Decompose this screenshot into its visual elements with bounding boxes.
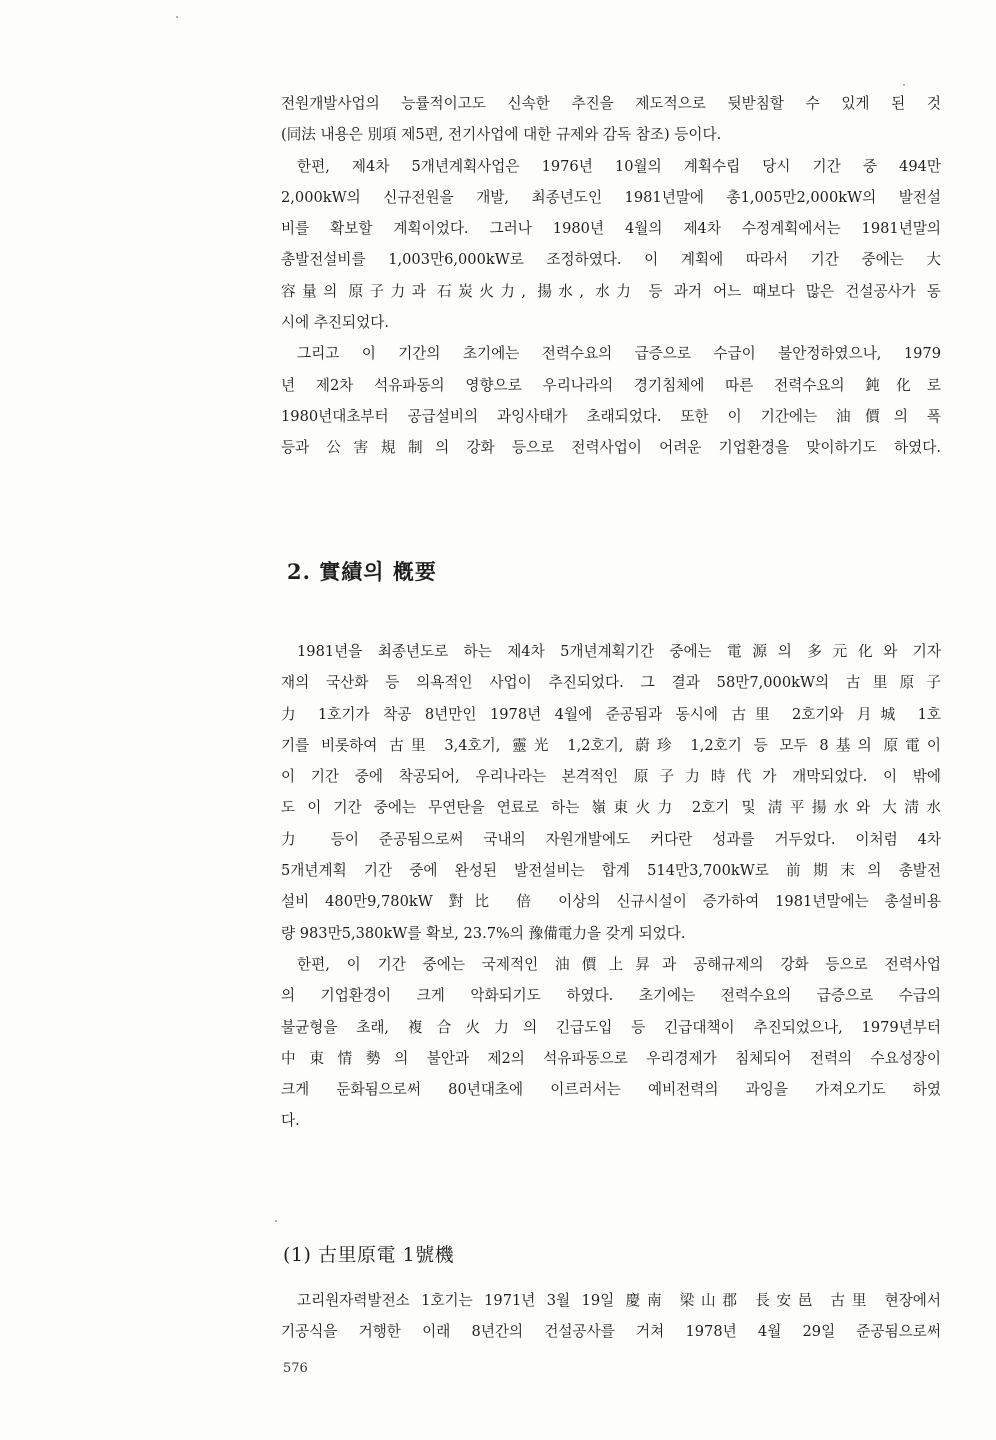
text-line: 비를 확보할 계획이었다. 그러나 1980년 4월의 제4차 수정계획에서는 1981년말의: [281, 220, 941, 238]
scan-speck: [275, 1220, 277, 1222]
text-line: 다.: [281, 1112, 300, 1130]
text-line: 그리고 이 기간의 초기에는 전력수요의 급증으로 수급이 불안정하였으나, 1979: [297, 345, 941, 363]
text-line: 이 기간 중에 착공되어, 우리나라는 본격적인 原子力時代가 개막되었다. 이 밖에: [281, 768, 941, 786]
text-line: 전원개발사업의 능률적이고도 신속한 추진을 제도적으로 뒷받침할 수 있게 된 것: [281, 95, 941, 112]
text-line: 기공식을 거행한 이래 8년간의 건설공사를 거쳐 1978년 4월 29일 준공됨으로써: [281, 1323, 941, 1341]
text-line: 설비 480만9,780kW 對比 倍 이상의 신규시설이 증가하여 1981년말에는 총설비용: [281, 893, 941, 911]
text-line: 2,000kW의 신규전원을 개발, 최종년도인 1981년말에 총1,005만2,000kW의 발전설: [281, 188, 941, 206]
text-line: 力 등이 준공됨으로써 국내의 자원개발에도 커다란 성과를 거두었다. 이처럼 4차: [281, 830, 941, 848]
paragraph-block-intro: [281, 88, 941, 464]
paragraph-block-kori-unit-1: [281, 1285, 941, 1348]
text-line: 재의 국산화 등 의욕적인 사업이 추진되었다. 그 결과 58만7,000kW의 古里原子: [281, 674, 941, 692]
paragraph-block-overview: [281, 636, 941, 1137]
text-line: (同法 내용은 別項 제5편, 전기사업에 대한 규제와 감독 참조) 등이다.: [281, 126, 722, 144]
text-line: 량 983만5,380kW를 확보, 23.7%의 豫備電力을 갖게 되었다.: [281, 924, 686, 942]
text-line: 의 기업환경이 크게 악화되기도 하였다. 초기에는 전력수요의 급증으로 수급의: [281, 987, 941, 1005]
text-line: 시에 추진되었다.: [281, 314, 389, 332]
text-line: 기를 비롯하여 古里 3,4호기, 靈光 1,2호기, 蔚珍 1,2호기 등 모두 8基의 原電이: [281, 736, 941, 754]
scan-speck: [176, 16, 178, 18]
text-line: 고리원자력발전소 1호기는 1971년 3월 19일 慶南 梁山郡 長安邑 古里 현장에서: [297, 1292, 941, 1309]
text-line: 1981년을 최종년도로 하는 제4차 5개년계획기간 중에는 電源의 多元化와 기자: [297, 643, 941, 660]
text-line: 5개년계획 기간 중에 완성된 발전설비는 합계 514만3,700kW로 前期末의 총발전: [281, 862, 941, 880]
text-line: 크게 둔화됨으로써 80년대초에 이르러서는 예비전력의 과잉을 가져오기도 하였: [281, 1081, 941, 1099]
section-heading: 2. 實績의 槪要: [287, 559, 437, 584]
text-line: 불균형을 초래, 複合火力의 긴급도입 등 긴급대책이 추진되었으나, 1979년부터: [281, 1018, 941, 1036]
text-line: 中東情勢의 불안과 제2의 석유파동으로 우리경제가 침체되어 전력의 수요성장이: [281, 1049, 941, 1067]
text-line: 容量의 原子力과 石炭火力, 揚水, 水力 등 과거 어느 때보다 많은 건설공사가 동: [281, 282, 941, 300]
scan-speck: [903, 84, 905, 86]
text-line: 년 제2차 석유파동의 영향으로 우리나라의 경기침체에 따른 전력수요의 鈍化로: [281, 376, 941, 394]
page-number: 576: [283, 1361, 308, 1376]
text-line: 力 1호기가 착공 8년만인 1978년 4월에 준공됨과 동시에 古里 2호기와 月城 1호: [281, 705, 941, 723]
text-line: 한편, 이 기간 중에는 국제적인 油價上昇과 공해규제의 강화 등으로 전력사업: [297, 955, 941, 973]
text-line: 1980년대초부터 공급설비의 과잉사태가 초래되었다. 또한 이 기간에는 油價의 폭: [281, 407, 941, 425]
text-line: 총발전설비를 1,003만6,000kW로 조정하였다. 이 계획에 따라서 기간 중에는 大: [281, 251, 941, 269]
subsection-heading: (1) 古里原電 1號機: [283, 1244, 455, 1266]
text-line: 한편, 제4차 5개년계획사업은 1976년 10월의 계획수립 당시 기간 중 494만: [297, 157, 941, 175]
text-line: 등과 公害規制의 강화 등으로 전력사업이 어려운 기업환경을 맞이하기도 하였다.: [281, 439, 941, 457]
text-line: 도 이 기간 중에는 무연탄을 연료로 하는 嶺東火力 2호기 및 淸平揚水와 大淸水: [281, 799, 941, 817]
